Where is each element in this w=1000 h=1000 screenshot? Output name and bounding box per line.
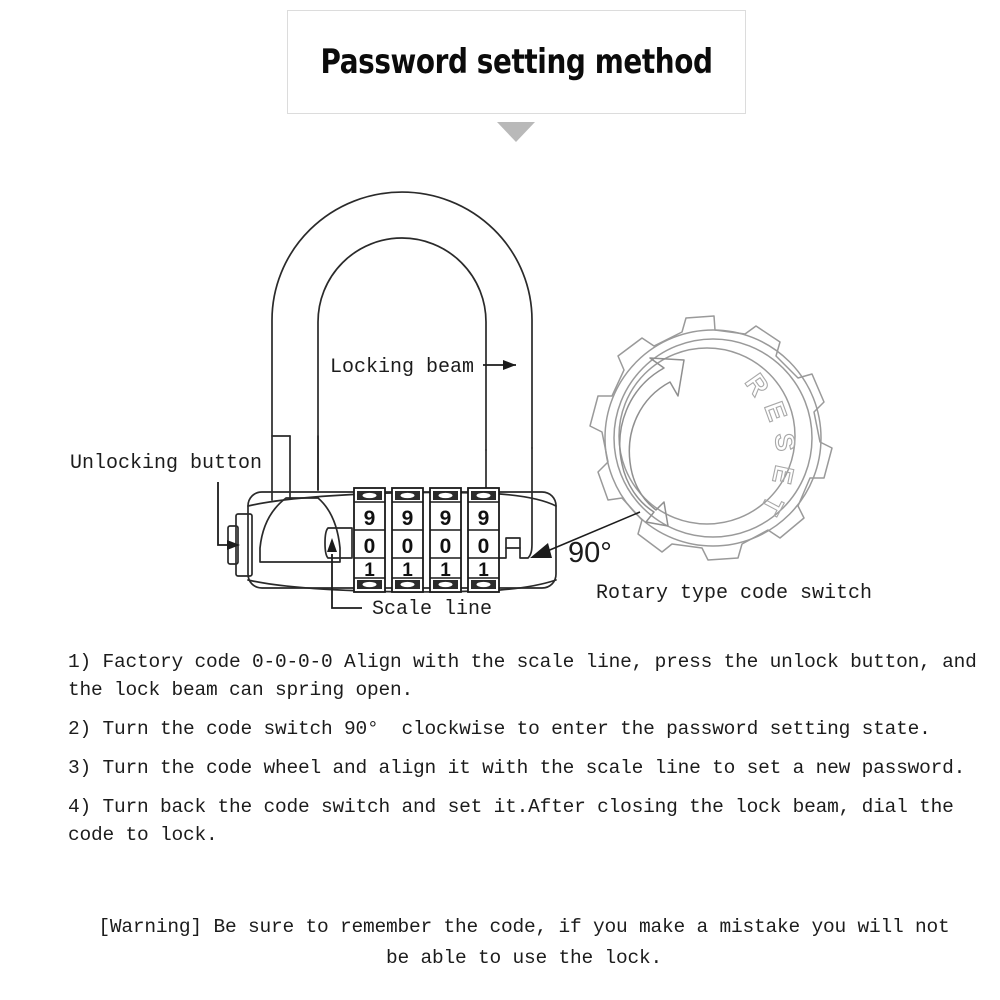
code-wheel: [392, 488, 423, 592]
unlocking-button-callout: [70, 452, 262, 550]
lock-diagram: [0, 150, 1000, 640]
step-item: 2) Turn the code switch 90° clockwise to enter the password setting state.: [68, 718, 931, 740]
angle-callout: [530, 512, 640, 569]
svg-text:9: 9: [401, 507, 414, 530]
code-wheel-group: [354, 488, 499, 592]
page-title: Password setting method: [320, 42, 713, 82]
code-wheel: [430, 488, 461, 592]
rotary-switch-label: Rotary type code switch: [596, 582, 873, 605]
svg-text:0: 0: [439, 535, 452, 558]
angle-label: 90°: [568, 537, 612, 569]
locking-beam-callout: [330, 356, 516, 379]
curved-arrow-clockwise-icon: [620, 358, 684, 526]
title-banner: [287, 10, 746, 114]
svg-text:1: 1: [478, 560, 489, 581]
svg-text:E: E: [758, 397, 793, 425]
step-item: 3) Turn the code wheel and align it with the scale line to set a new password.: [68, 757, 966, 779]
code-wheel: [468, 488, 499, 592]
warning-line-2: be able to use the lock.: [385, 947, 663, 969]
svg-text:9: 9: [477, 507, 490, 530]
svg-text:1: 1: [402, 560, 413, 581]
svg-text:0: 0: [363, 535, 376, 558]
svg-text:1: 1: [440, 560, 451, 581]
svg-text:0: 0: [477, 535, 490, 558]
unlocking-button-label: Unlocking button: [70, 452, 263, 475]
svg-text:1: 1: [364, 560, 375, 581]
warning-block: [68, 912, 980, 974]
locking-beam-label: Locking beam: [330, 356, 475, 379]
svg-text:S: S: [769, 431, 801, 453]
step-item: 1) Factory code 0-0-0-0 Align with the scale line, press the unlock button, and the lock beam can spring open.: [68, 651, 989, 701]
steps-list: [68, 648, 989, 849]
svg-text:R: R: [739, 368, 775, 402]
step-item: 4) Turn back the code switch and set it.After closing the lock beam, dial the code to lock.: [68, 796, 966, 846]
triangle-down-icon: [497, 122, 535, 142]
code-wheel: [354, 488, 385, 592]
warning-line-1: [Warning] Be sure to remember the code, if you make a mistake you will not: [98, 916, 950, 938]
svg-text:0: 0: [401, 535, 414, 558]
scale-line-label: Scale line: [372, 598, 493, 621]
svg-text:9: 9: [363, 507, 376, 530]
svg-text:E: E: [766, 462, 800, 487]
svg-text:9: 9: [439, 507, 452, 530]
svg-text:T: T: [754, 491, 790, 520]
